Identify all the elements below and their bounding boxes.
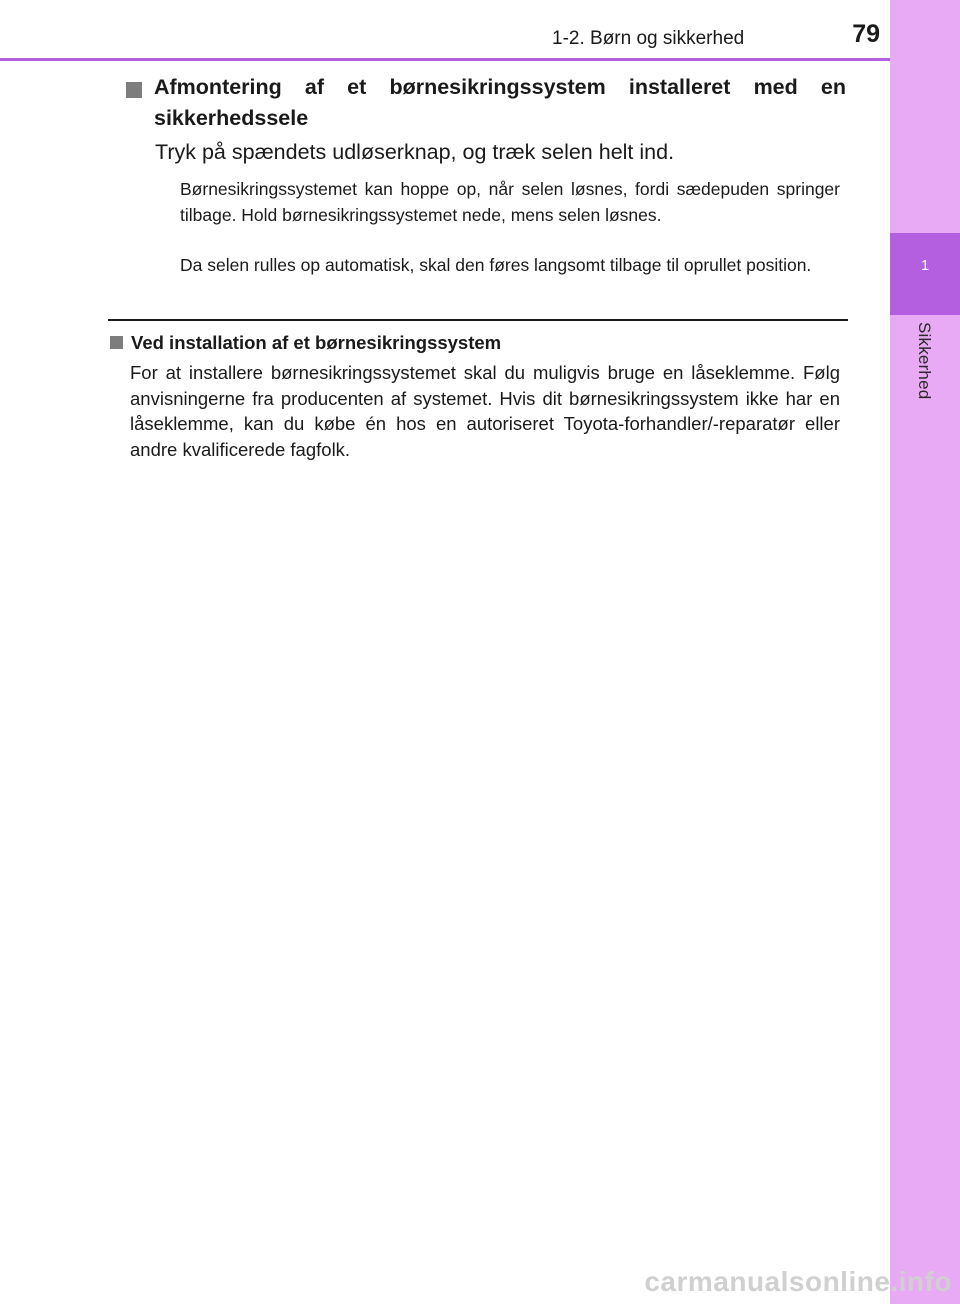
section1-note-1: Børnesikringssystemet kan hoppe op, når selen løsnes, fordi sædepuden springer tilbage. Hold børnesikringssystemet nede, mens selen løsnes. xyxy=(180,179,840,225)
watermark: carmanualsonline.info xyxy=(644,1266,952,1297)
section1-instruction: Tryk på spændets udløserknap, og træk selen helt ind. xyxy=(155,140,675,164)
chapter-tab xyxy=(890,233,960,315)
header-section-title: 1-2. Børn og sikkerhed xyxy=(552,28,745,49)
square-bullet-icon xyxy=(110,336,123,349)
header-rule xyxy=(0,58,890,61)
section1-note-2: Da selen rulles op automatisk, skal den føres langsomt tilbage til oprullet position. xyxy=(180,255,812,275)
section-divider xyxy=(108,319,848,321)
chapter-label: Sikkerhed xyxy=(915,322,934,400)
square-bullet-icon xyxy=(126,82,142,98)
page-header xyxy=(0,0,890,62)
section1-heading-text: Afmontering af et børnesikringssystem installeret med en sikkerhedssele xyxy=(154,75,846,130)
section2-heading-text: Ved installation af et børnesikringssystem xyxy=(131,332,502,353)
side-strip xyxy=(890,0,960,1304)
chapter-number: 1 xyxy=(920,257,930,274)
section2-body: For at installere børnesikringssystemet skal du muligvis bruge en låseklemme. Følg anvisningerne fra producenten af systemet. Hvis dit børnesikringssystem ikke har en låseklemme, kan du købe én hos en autoriseret Toyota-forhandler/-reparatør eller andre kvalificerede fagfolk. xyxy=(130,362,840,460)
page-number: 79 xyxy=(852,20,880,48)
